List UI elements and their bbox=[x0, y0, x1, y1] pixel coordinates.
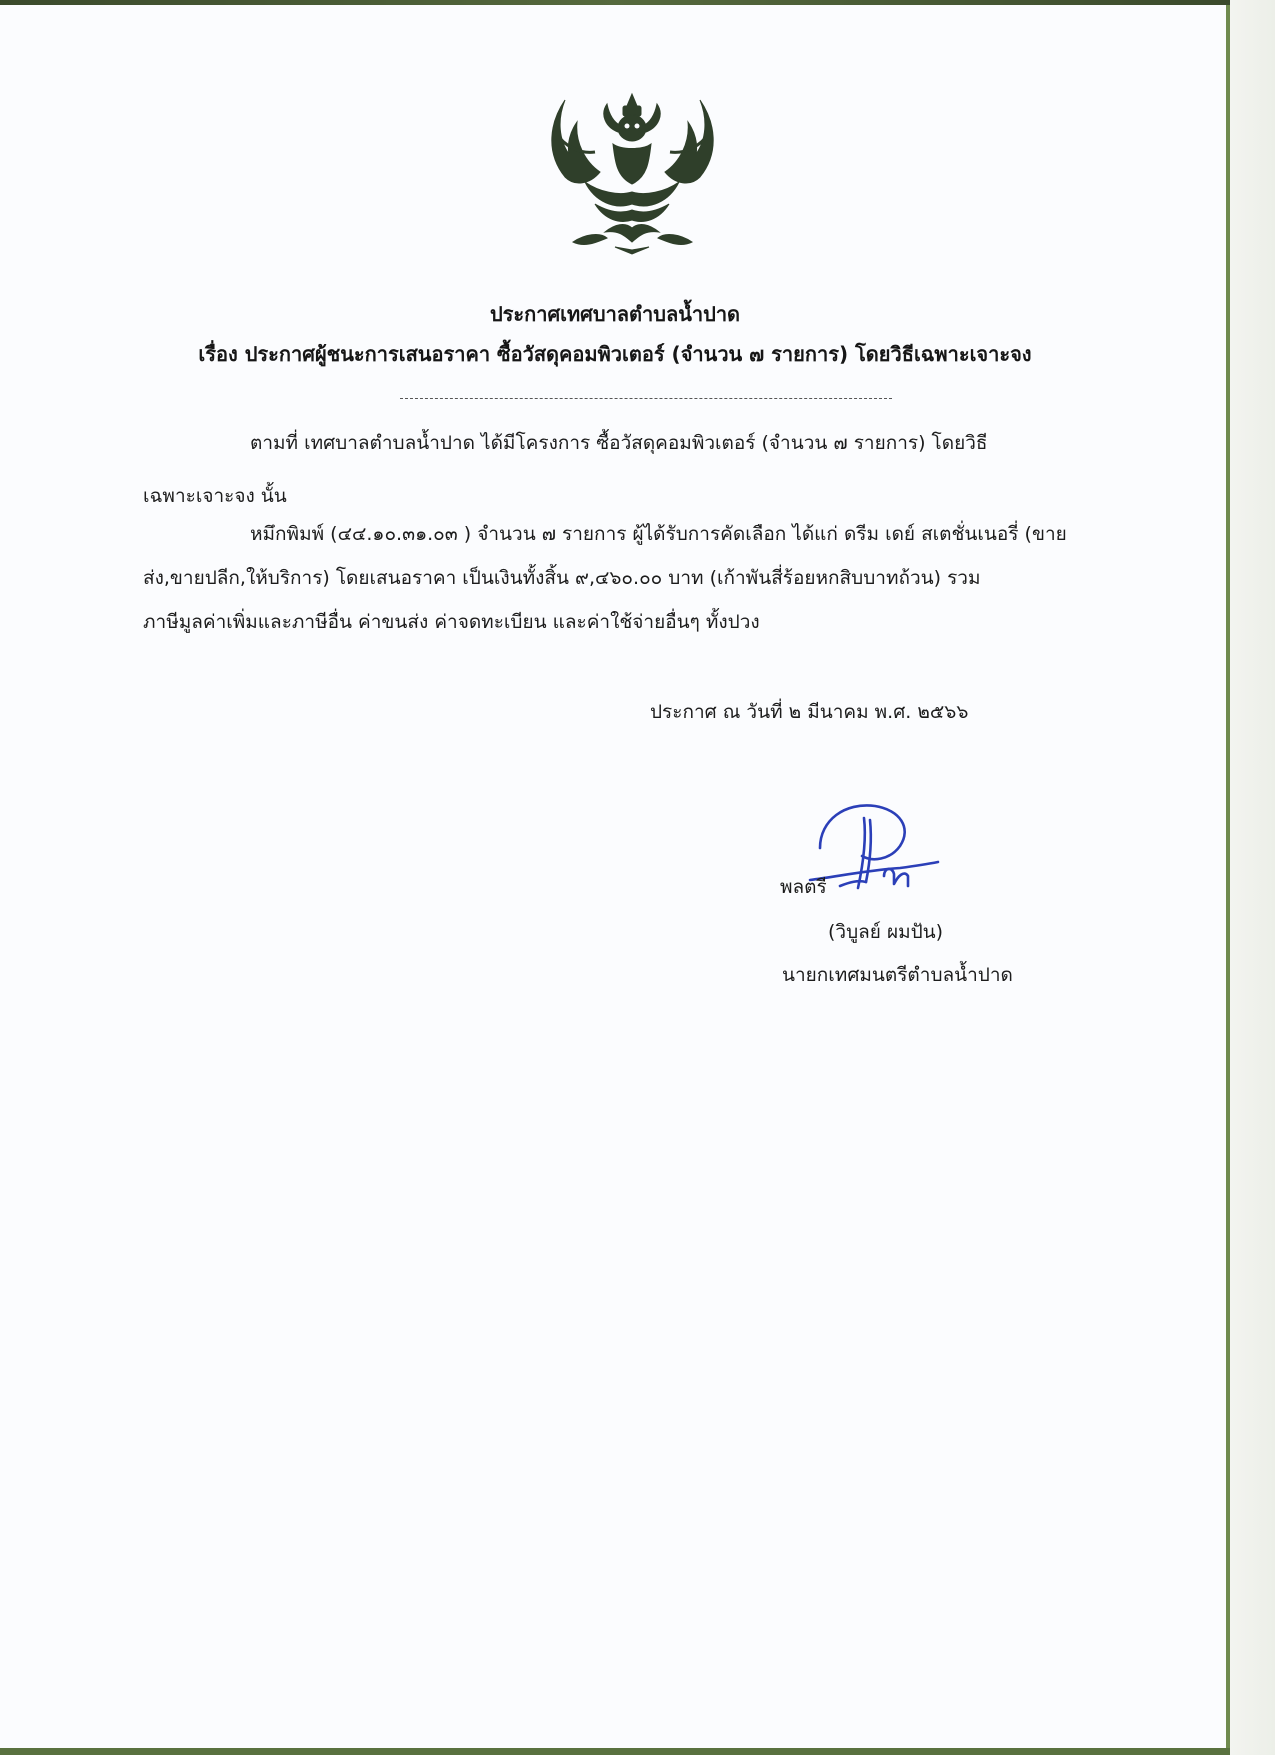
garuda-emblem-icon bbox=[545, 92, 720, 257]
scan-margin bbox=[1230, 0, 1275, 1755]
document-subject: เรื่อง ประกาศผู้ชนะการเสนอราคา ซื้อวัสดุคอมพิวเตอร์ (จำนวน ๗ รายการ) โดยวิธีเฉพาะเจาะจง bbox=[198, 342, 1032, 366]
page-edge-line bbox=[1226, 0, 1230, 1755]
paragraph-2-line-2: ส่ง,ขายปลีก,ให้บริการ) โดยเสนอราคา เป็นเงินทั้งสิ้น ๙,๔๖๐.๐๐ บาท (เก้าพันสี่ร้อยหกสิบบาทถ้วน) รวม bbox=[143, 567, 981, 589]
paragraph-1-line-2: เฉพาะเจาะจง นั้น bbox=[143, 485, 287, 507]
title-divider bbox=[400, 398, 892, 399]
announcement-date: ประกาศ ณ วันที่ ๒ มีนาคม พ.ศ. ๒๕๖๖ bbox=[650, 701, 969, 723]
signatory-name: (วิบูลย์ ผมปัน) bbox=[828, 921, 944, 943]
document-title: ประกาศเทศบาลตำบลน้ำปาด bbox=[489, 302, 741, 326]
paragraph-2-line-3: ภาษีมูลค่าเพิ่มและภาษีอื่น ค่าขนส่ง ค่าจดทะเบียน และค่าใช้จ่ายอื่นๆ ทั้งปวง bbox=[143, 611, 760, 633]
signatory-rank: พลตรี bbox=[780, 876, 827, 898]
signatory-position: นายกเทศมนตรีตำบลน้ำปาด bbox=[782, 964, 1013, 986]
paragraph-1-line-1: ตามที่ เทศบาลตำบลน้ำปาด ได้มีโครงการ ซื้อวัสดุคอมพิวเตอร์ (จำนวน ๗ รายการ) โดยวิธี bbox=[250, 432, 988, 454]
paragraph-2-line-1: หมึกพิมพ์ (๔๔.๑๐.๓๑.๐๓ ) จำนวน ๗ รายการ ผู้ได้รับการคัดเลือก ได้แก่ ดรีม เดย์ สเตชั่นเนอรี่ (ขาย bbox=[250, 523, 1067, 545]
scan-top-border bbox=[0, 0, 1230, 5]
scan-bottom-border bbox=[0, 1748, 1230, 1755]
